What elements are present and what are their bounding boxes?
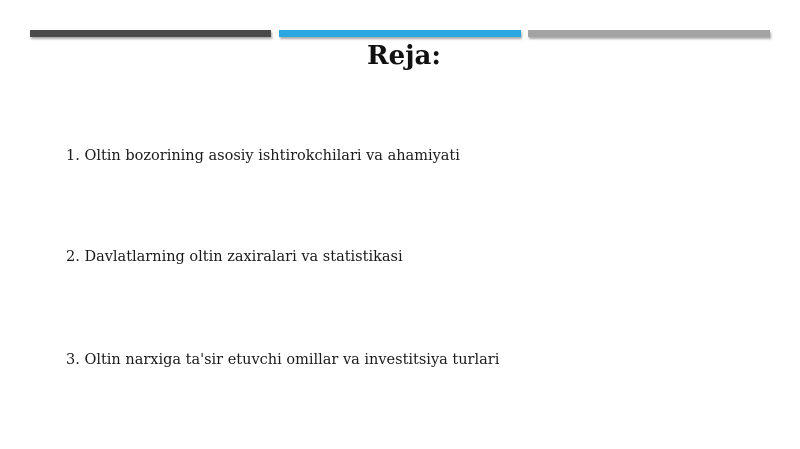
plan-item-3: 3. Oltin narxiga ta'sir etuvchi omillar va investitsiya turlari: [66, 352, 500, 368]
plan-item-2: 2. Davlatlarning oltin zaxiralari va statistikasi: [66, 249, 403, 265]
slide-title: Reja:: [366, 41, 441, 71]
decorative-bar-blue: [279, 30, 521, 37]
decorative-bar-dark: [30, 30, 271, 37]
plan-item-1: 1. Oltin bozorining asosiy ishtirokchilari va ahamiyati: [66, 148, 460, 164]
decorative-bar-gray: [528, 30, 770, 37]
